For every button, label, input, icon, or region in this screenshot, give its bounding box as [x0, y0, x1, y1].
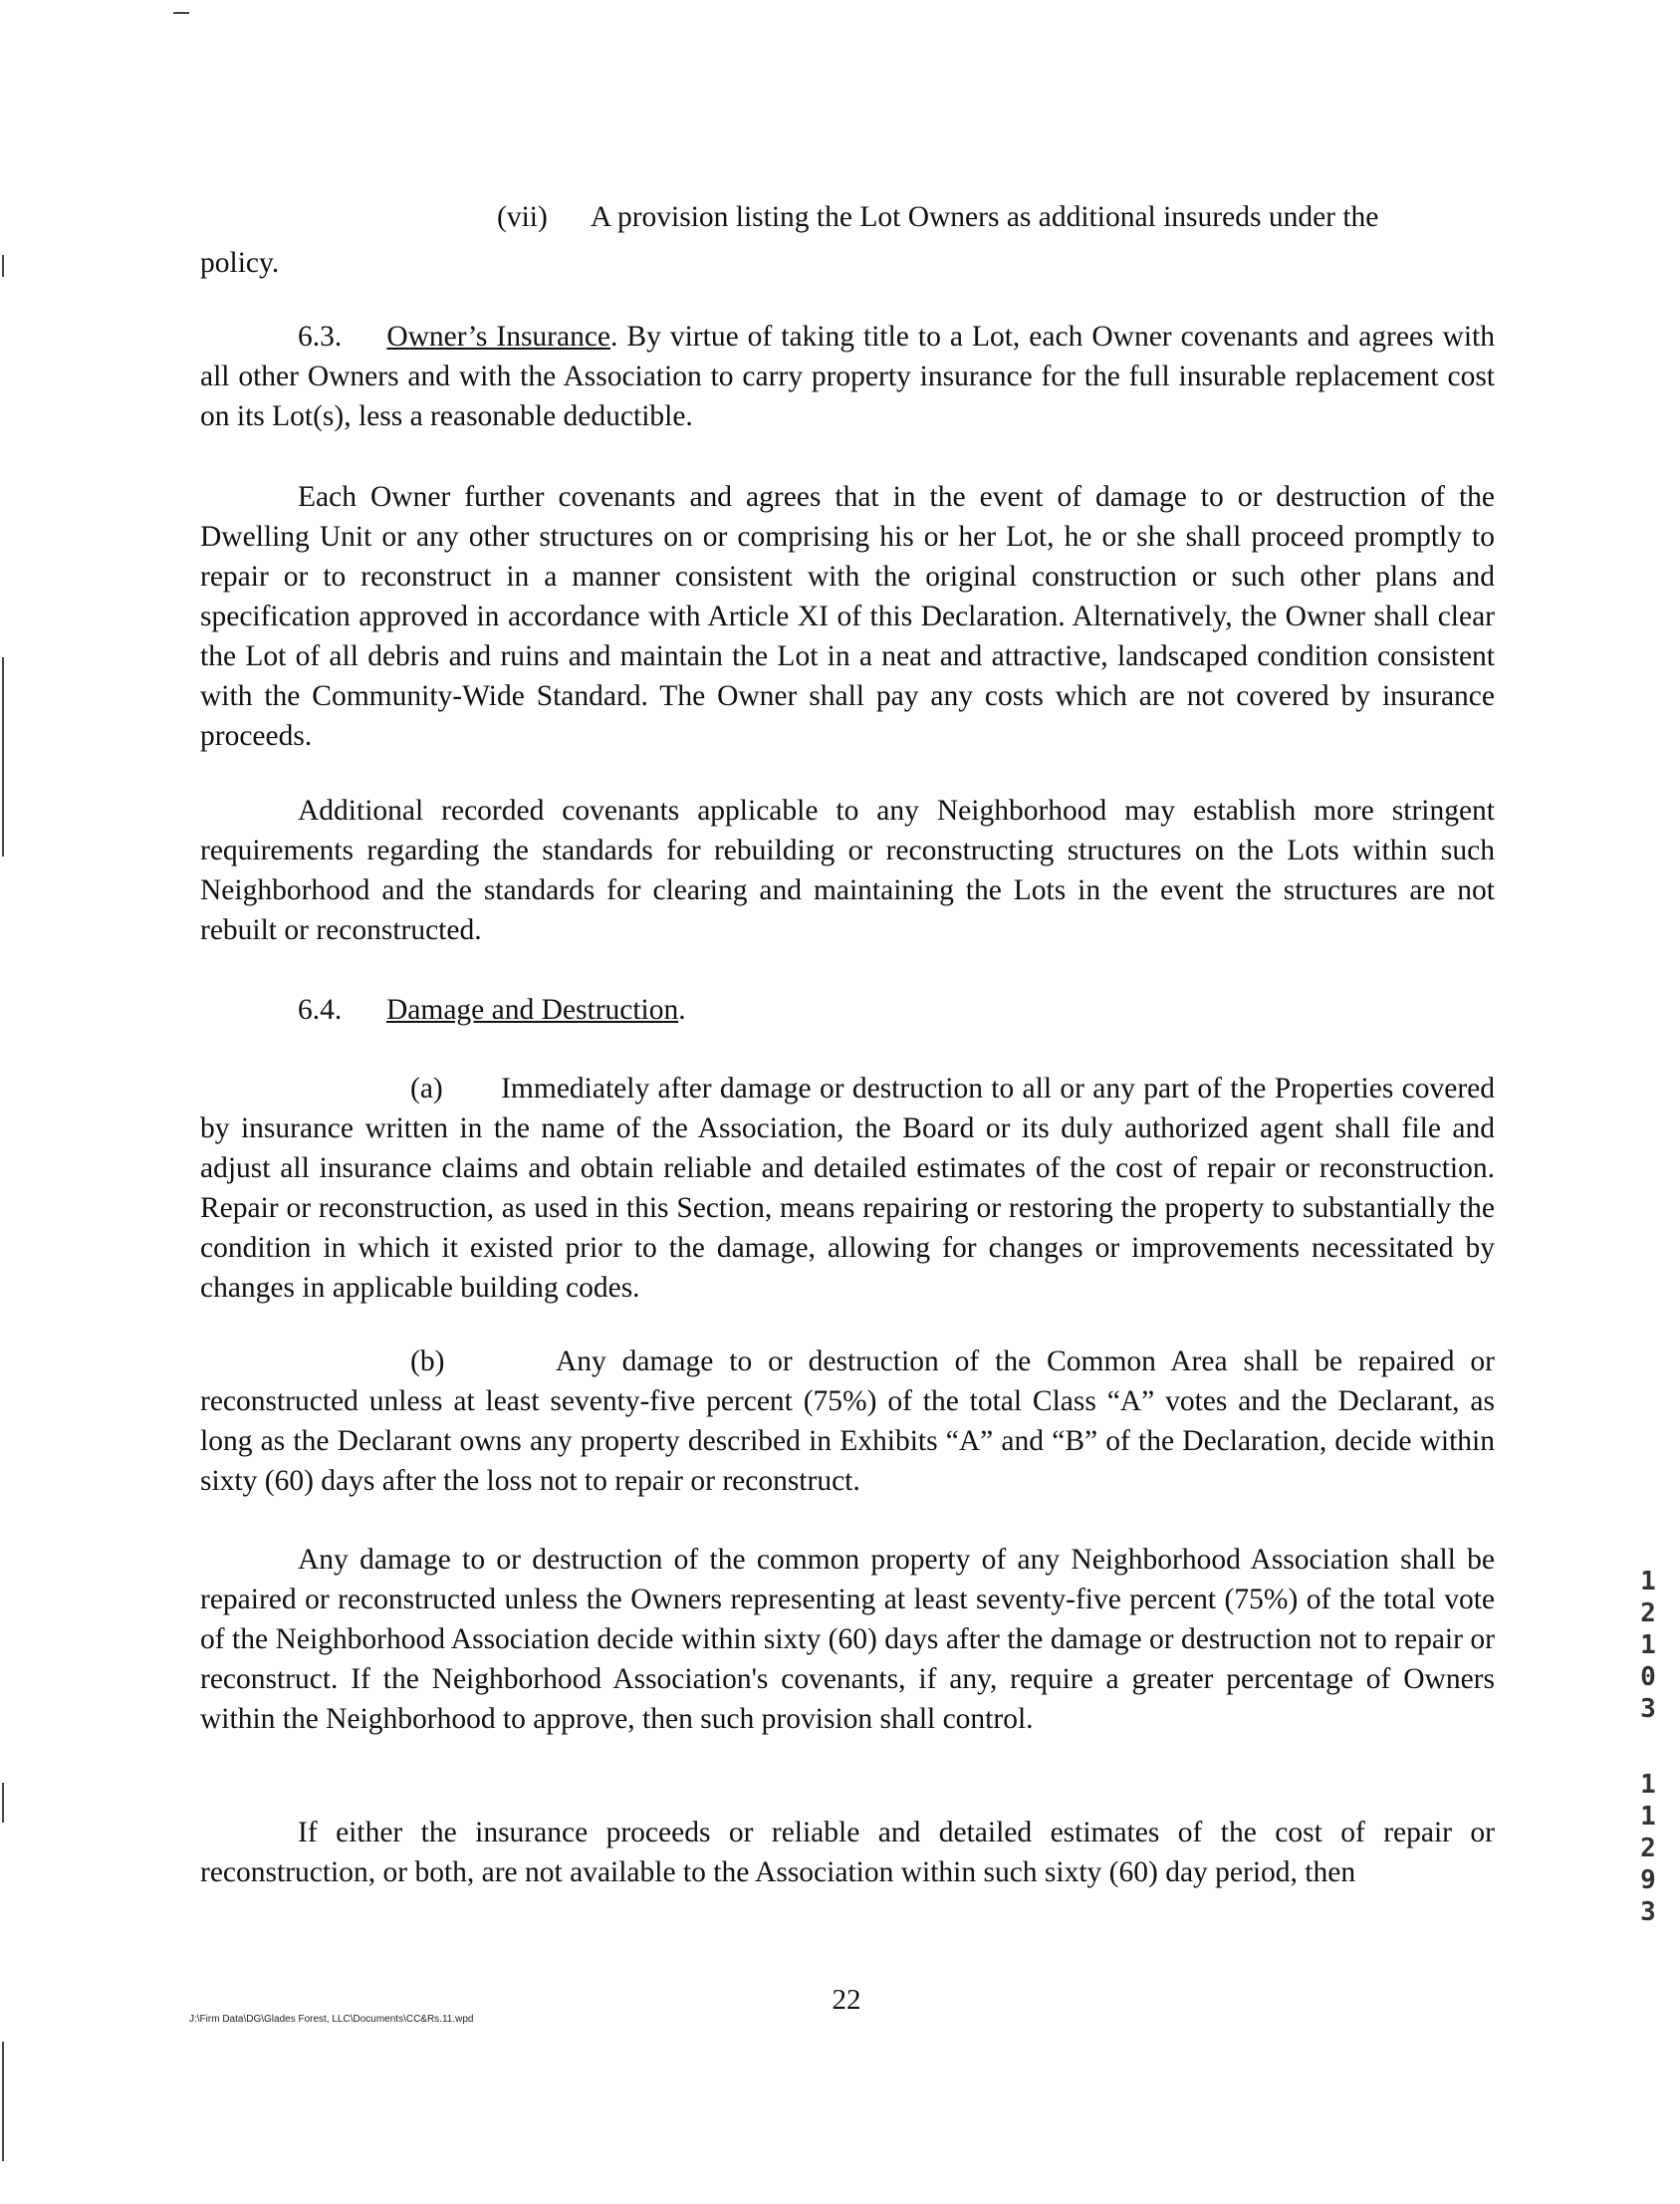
stamp-digit: 0: [1640, 1662, 1656, 1692]
scan-mark-top: [173, 12, 189, 14]
owner-rebuild-paragraph: Each Owner further covenants and agrees that in the event of damage to or destruction of the Dwelling Unit or any other structures on or comprising his or her Lot, he or she shall proceed promptly to repair or to reconstruct in a manner consistent with the original construction or such other plans and specification approved in accordance with Article XI of this Declaration. Alternatively, the Owner shall clear the Lot of all debris and ruins and maintain the Lot in a neat and attractive, landscaped condition consistent with the Community-Wide Standard. The Owner shall pay any costs which are not covered by insurance proceeds.: [200, 481, 1495, 752]
section-6-3-heading: Owner’s Insurance: [386, 321, 611, 353]
insurance-proceeds-paragraph: If either the insurance proceeds or reliable and detailed estimates of the cost of repair or reconstruction, or both, are not available to the Association within such sixty (60) day period, then: [200, 1817, 1495, 1888]
item-a-label: (a): [410, 1073, 443, 1104]
section-6-4-heading-line: [298, 990, 686, 1030]
item-b-text: Any damage to or destruction of the Common Area shall be repaired or reconstructed unless at least seventy-five percent (75%) of the total Class “A” votes and the Declarant, as long as the Declarant owns any property described in Exhibits “A” and “B” of the Declaration, decide within sixty (60) days after the loss not to repair or reconstruct.: [200, 1346, 1495, 1497]
stamp-digit: 1: [1640, 1802, 1656, 1832]
stamp-digit: 3: [1640, 1694, 1656, 1724]
margin-stamp-top: [1633, 1566, 1663, 1725]
stamp-digit: 2: [1640, 1834, 1656, 1863]
section-6-3-number: 6.3.: [298, 321, 343, 353]
item-vii-label: (vii): [497, 201, 548, 233]
item-a-paragraph: [200, 1069, 1495, 1308]
neighborhood-association-paragraph: Any damage to or destruction of the common property of any Neighborhood Association shall be repaired or reconstructed unless the Owners representing at least seventy-five percent (75%) of the total vote of the Neighborhood Association decide within sixty (60) days after the damage or destruction not to repair or reconstruct. If the Neighborhood Association's covenants, if any, require a greater percentage of Owners within the Neighborhood to approve, then such provision shall control.: [200, 1544, 1495, 1735]
scan-mark-edge-2: [2, 657, 4, 857]
item-b-label: (b): [410, 1346, 445, 1377]
section-6-4-heading-suffix: .: [678, 994, 686, 1026]
margin-stamp-bottom: [1633, 1769, 1663, 1928]
section-6-3-body: . By virtue of taking title to a Lot, each Owner covenants and agrees with all other Owners and with the Association to carry property insurance for the full insurable replacement cost on its Lot(s), less a reasonable deductible.: [200, 321, 1495, 432]
item-vii-line: [497, 197, 1378, 237]
stamp-digit: 9: [1640, 1865, 1656, 1895]
section-6-3-paragraph: [200, 317, 1495, 436]
scan-mark-edge-1: [2, 255, 4, 277]
item-b-paragraph: [200, 1342, 1495, 1501]
scan-mark-edge-4: [2, 2042, 4, 2161]
scan-mark-edge-3: [2, 1783, 4, 1823]
section-6-4-number: 6.4.: [298, 994, 343, 1026]
item-vii-continuation: policy.: [200, 247, 280, 279]
stamp-digit: 1: [1640, 1567, 1656, 1596]
footer-file-path: J:\Firm Data\DG\Glades Forest, LLC\Documents\CC&Rs.11.wpd: [189, 2014, 474, 2025]
stamp-digit: 1: [1640, 1630, 1656, 1660]
item-a-text: Immediately after damage or destruction to all or any part of the Properties covered by insurance written in the name of the Association, the Board or its duly authorized agent shall file and adjust all insurance claims and obtain reliable and detailed estimates of the cost of repair or reconstruction. Repair or reconstruction, as used in this Section, means repairing or restoring the property to substantially the condition in which it existed prior to the damage, allowing for changes or improvements necessitated by changes in applicable building codes.: [200, 1073, 1496, 1304]
stamp-digit: 3: [1640, 1897, 1656, 1927]
section-6-4-heading: Damage and Destruction: [386, 994, 679, 1026]
stamp-digit: 1: [1640, 1770, 1656, 1800]
item-vii-text: A provision listing the Lot Owners as additional insureds under the: [590, 201, 1379, 233]
stamp-digit: 2: [1640, 1598, 1656, 1628]
page-number: 22: [832, 1984, 861, 2016]
neighborhood-covenants-paragraph: Additional recorded covenants applicable to any Neighborhood may establish more stringent requirements regarding the standards for rebuilding or reconstructing structures on the Lots within such Neighborhood and the standards for clearing and maintaining the Lots in the event the structures are not rebuilt or reconstructed.: [200, 795, 1495, 946]
